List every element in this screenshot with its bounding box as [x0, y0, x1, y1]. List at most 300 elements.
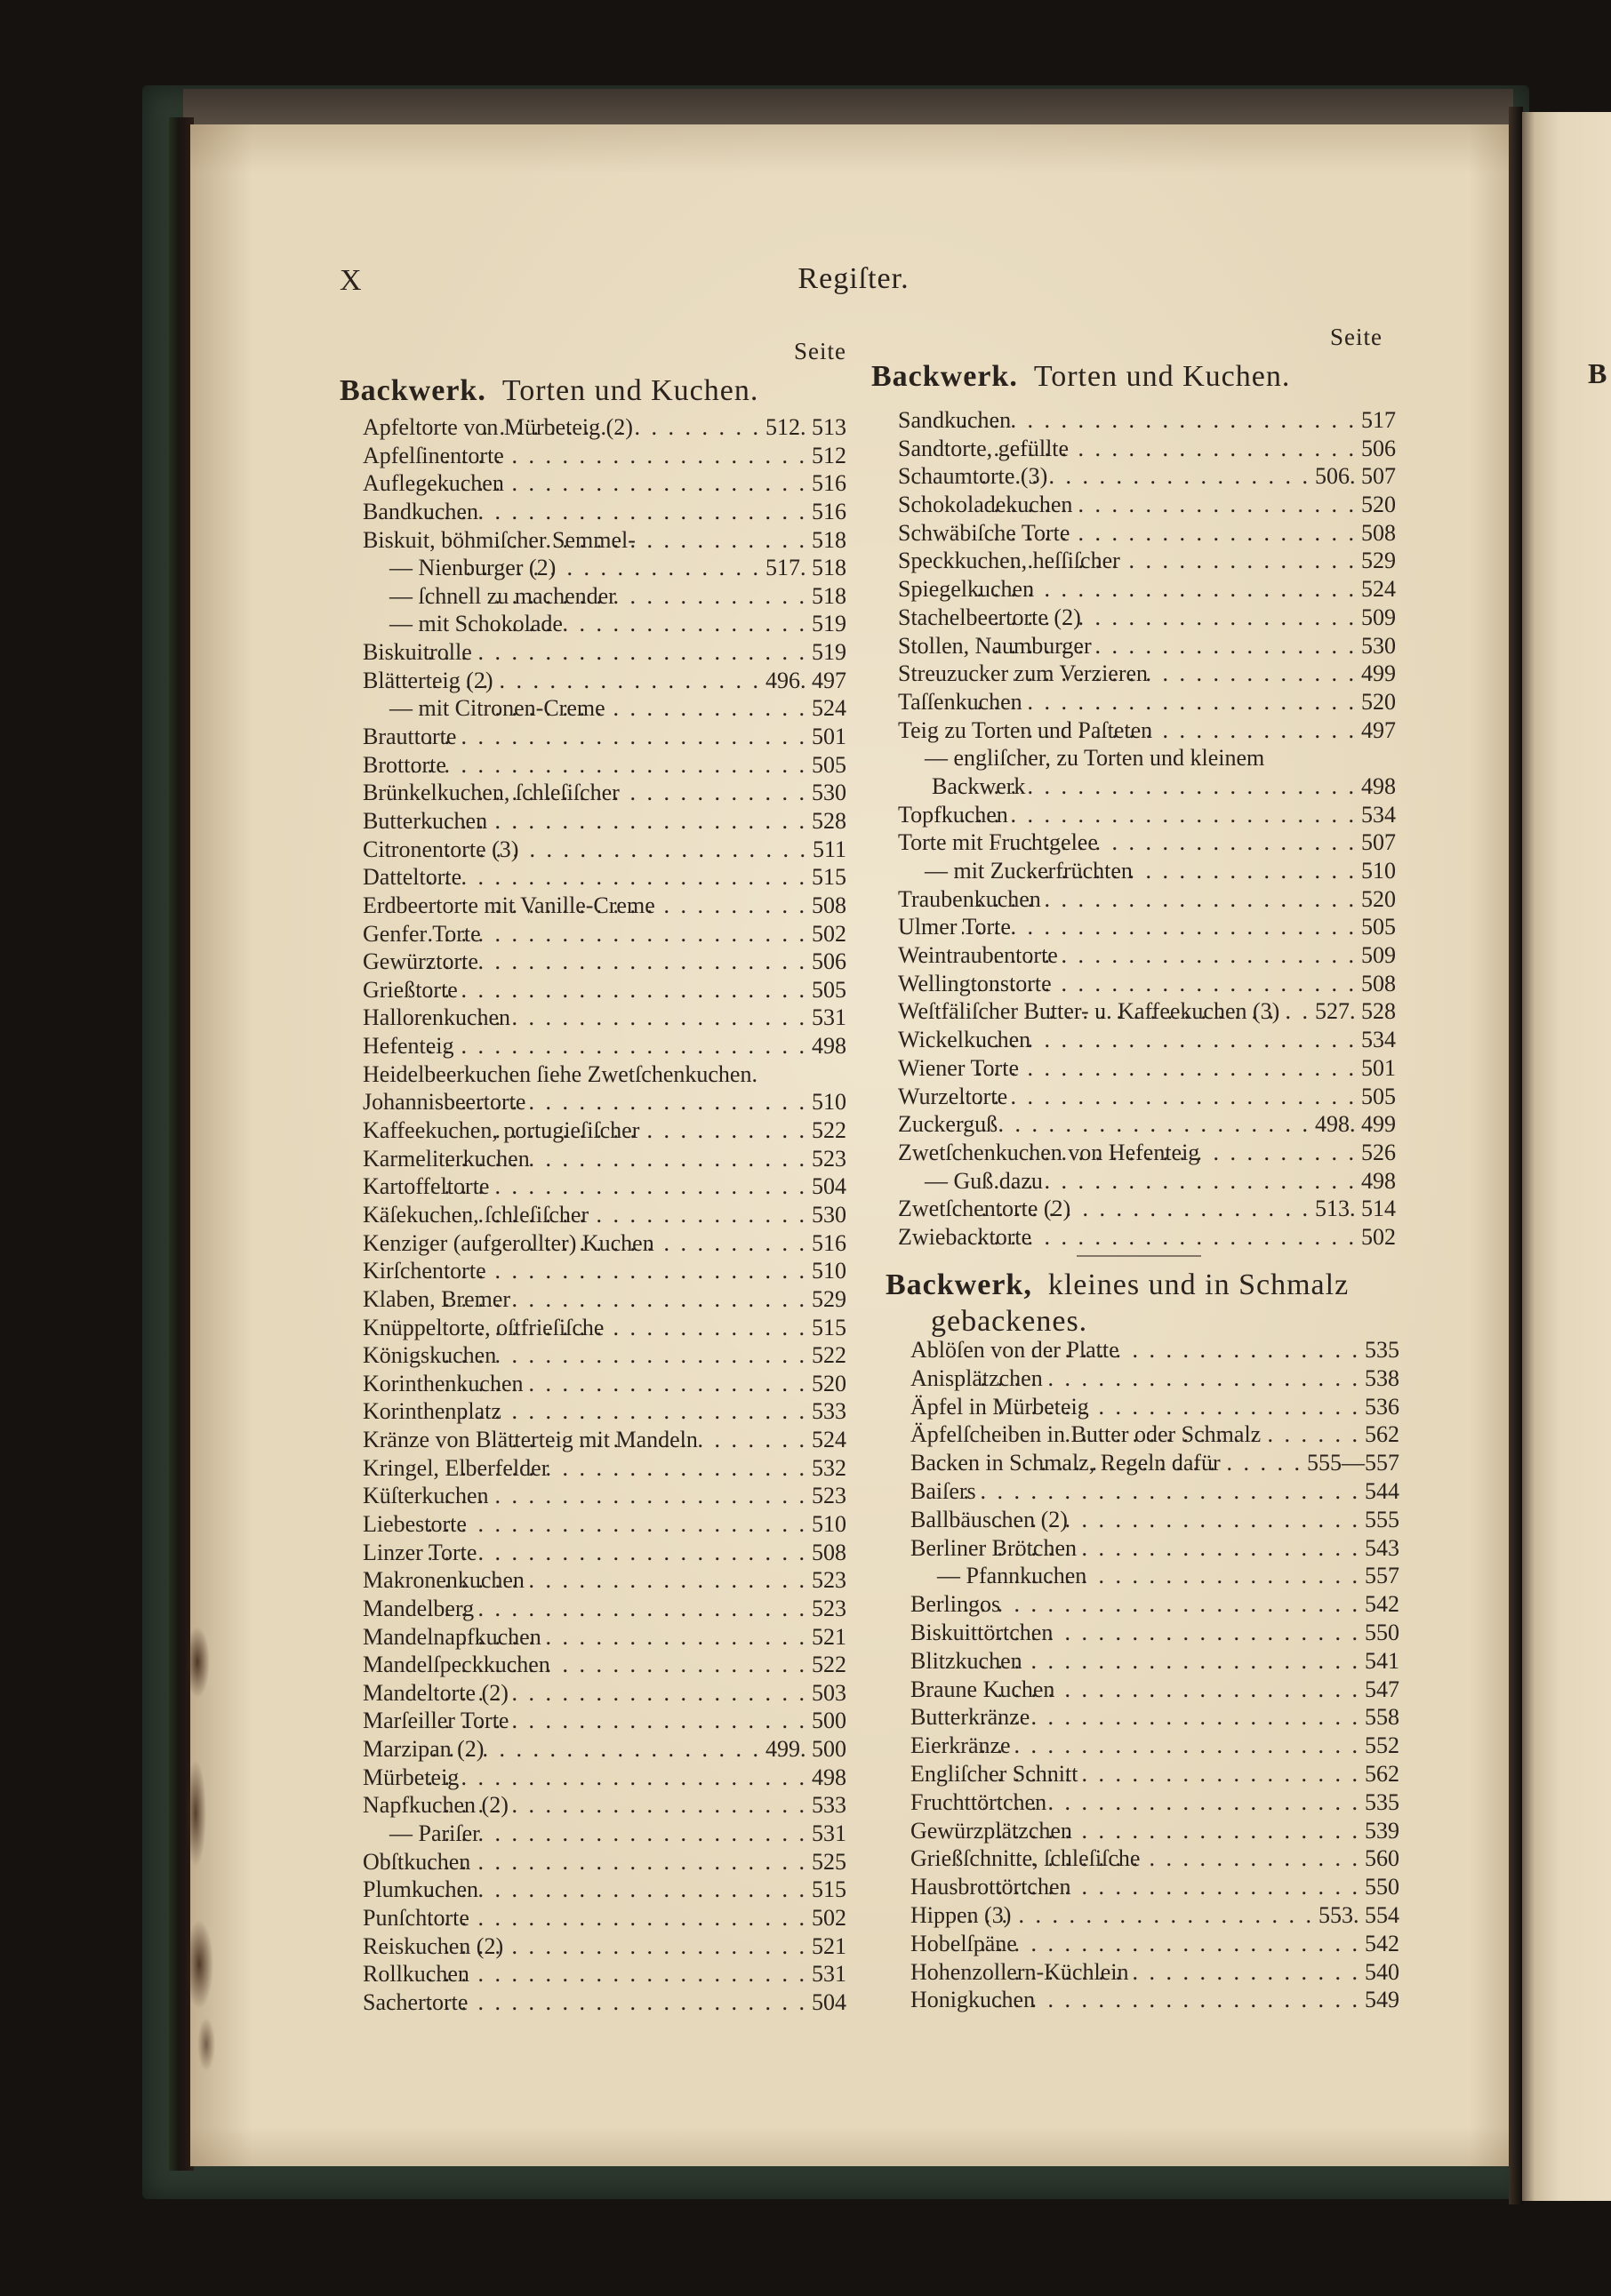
index-list-left	[363, 413, 846, 2017]
entry-label: Topfkuchen	[898, 801, 1008, 828]
entry-page-number: 497	[1361, 716, 1396, 743]
dot-leader	[952, 1477, 1358, 1506]
dot-leader	[426, 667, 758, 695]
entry-label: Hohenzollern-Küchlein	[910, 1958, 1129, 1985]
index-entry	[363, 836, 846, 864]
entry-label: Grießſchnitte, ſchleſiſche	[910, 1845, 1141, 1872]
dot-leader	[995, 1760, 1358, 1788]
index-entry	[910, 1703, 1399, 1732]
entry-page-number: 498. 499	[1315, 1111, 1396, 1138]
entry-label: Spiegelkuchen	[898, 576, 1035, 603]
section-heading-rest: Torten und Kuchen.	[1033, 360, 1291, 393]
entry-label: Speckkuchen, heſſiſcher	[898, 548, 1120, 574]
dot-leader	[436, 1397, 805, 1426]
dot-leader	[461, 554, 758, 582]
entry-page-number: 519	[812, 639, 846, 666]
dot-leader	[422, 1960, 805, 1988]
dot-leader	[987, 491, 1354, 519]
entry-label: Linzer Torte	[363, 1539, 477, 1565]
index-entry	[363, 1201, 846, 1229]
entry-label: Anisplätzchen	[910, 1364, 1043, 1391]
entry-label: — engliſcher, zu Torten und kleinem	[925, 745, 1265, 772]
section-heading	[340, 372, 758, 411]
entry-page-number: 504	[812, 1988, 846, 2015]
index-entry	[363, 1848, 846, 1876]
entry-page-number: 509	[1361, 942, 1396, 969]
entry-label: — ſchnell zu machender	[389, 582, 616, 609]
index-entry	[363, 1032, 846, 1060]
dot-leader	[420, 863, 805, 892]
dot-leader	[1004, 547, 1354, 575]
entry-label: Brünkelkuchen, ſchleſiſcher	[363, 780, 620, 806]
entry-label: Streuzucker zum Verzieren	[898, 660, 1149, 687]
dot-leader	[426, 948, 805, 976]
index-entry	[910, 1449, 1399, 1477]
section-rule	[1077, 1255, 1201, 1257]
entry-page-number: 520	[1361, 688, 1396, 715]
entry-page-number: 515	[812, 1314, 846, 1340]
entry-label: Kringel, Elberfelder	[363, 1454, 549, 1481]
entry-page-number: 508	[812, 1539, 846, 1565]
entry-label: Kenziger (aufgerollter) Kuchen	[363, 1229, 654, 1256]
entry-page-number: 502	[812, 920, 846, 947]
index-entry	[363, 1623, 846, 1652]
entry-label: Kartoffeltorte	[363, 1173, 490, 1200]
entry-label: Butterkränze	[910, 1704, 1030, 1731]
entry-label: — Pfannkuchen	[937, 1563, 1087, 1589]
index-entry	[910, 1901, 1399, 1930]
dot-leader	[469, 413, 758, 442]
entry-label: Johannisbeertorte	[363, 1089, 526, 1116]
entry-page-number: 513. 514	[1315, 1196, 1396, 1222]
index-entry	[910, 1873, 1399, 1901]
entry-label: Makronenkuchen	[363, 1567, 525, 1594]
index-entry	[898, 462, 1396, 491]
dot-leader	[999, 1393, 1358, 1421]
index-entry	[898, 801, 1396, 829]
dot-leader	[428, 920, 805, 948]
entry-label: Rollkuchen	[363, 1961, 469, 1988]
index-entry	[363, 1426, 846, 1454]
dot-leader	[487, 892, 805, 920]
index-entry	[363, 807, 846, 836]
dot-leader	[992, 1873, 1358, 1901]
entry-page-number: 510	[812, 1510, 846, 1537]
index-entry	[898, 997, 1396, 1026]
entry-page-number: 522	[812, 1652, 846, 1678]
dot-leader	[421, 1510, 805, 1539]
entry-label: Stollen, Naumburger	[898, 632, 1092, 659]
entry-page-number: 528	[812, 807, 846, 834]
entry-page-number: 524	[812, 695, 846, 722]
dot-leader	[426, 1539, 805, 1567]
entry-label: Taſſenkuchen	[898, 688, 1022, 715]
dot-leader	[434, 1341, 805, 1370]
dot-leader	[976, 1703, 1358, 1732]
entry-page-number: 531	[812, 1820, 846, 1847]
entry-page-number: 500	[812, 1708, 846, 1734]
entry-label: Hausbrottörtchen	[910, 1874, 1071, 1900]
entry-label: Korinthenkuchen	[363, 1370, 524, 1396]
index-entry	[363, 667, 846, 695]
entry-label: Eierkränze	[910, 1732, 1011, 1759]
index-entry	[363, 1172, 846, 1201]
dot-leader	[445, 1566, 805, 1595]
dot-leader	[1014, 660, 1354, 688]
dot-leader	[437, 469, 805, 498]
dot-leader	[967, 688, 1354, 716]
dot-leader	[993, 1817, 1358, 1845]
entry-label: Auflegekuchen	[363, 470, 504, 497]
entry-label: Backwerk	[932, 772, 1026, 799]
entry-label: Mandelſpeckkuchen	[363, 1652, 550, 1678]
dot-leader	[446, 1145, 805, 1173]
index-entry	[363, 863, 846, 892]
dot-leader	[974, 885, 1354, 914]
dot-leader	[437, 442, 805, 470]
dot-leader	[961, 1083, 1354, 1111]
entry-label: Gewürzplätzchen	[910, 1817, 1072, 1844]
index-entry	[910, 1590, 1399, 1619]
dot-leader	[962, 406, 1354, 435]
entry-page-number: 517. 518	[765, 555, 846, 581]
dot-leader	[430, 1482, 805, 1510]
dot-leader	[417, 723, 805, 751]
entry-label: Fruchttörtchen	[910, 1788, 1047, 1815]
dot-leader	[482, 526, 805, 555]
entry-page-number: 525	[812, 1848, 846, 1875]
index-entry	[898, 941, 1396, 970]
dot-leader	[961, 801, 1354, 829]
index-entry	[910, 1930, 1399, 1958]
entry-label: Butterkuchen	[363, 807, 488, 834]
entry-label: Torte mit Fruchtgelee	[898, 829, 1098, 856]
entry-label: Blitzkuchen	[910, 1647, 1022, 1674]
index-entry	[910, 1817, 1399, 1845]
index-entry	[898, 1223, 1396, 1252]
entry-label: Weintraubentorte	[898, 942, 1058, 969]
index-entry	[363, 1960, 846, 1988]
index-list-right	[898, 406, 1396, 1252]
index-entry	[363, 1904, 846, 1932]
entry-page-number: 516	[812, 498, 846, 524]
entry-page-number: 508	[812, 892, 846, 918]
index-list-right-section2	[910, 1336, 1399, 2014]
index-entry	[910, 1393, 1399, 1421]
dot-leader	[439, 1004, 805, 1032]
dot-leader	[951, 1110, 1308, 1139]
index-entry	[363, 1116, 846, 1145]
index-entry	[898, 604, 1396, 632]
section-heading-bold: Backwerk,	[886, 1268, 1032, 1301]
dot-leader	[1010, 1336, 1358, 1364]
index-entry	[363, 1707, 846, 1735]
index-entry	[910, 1562, 1399, 1590]
entry-label: Wiener Torte	[898, 1054, 1019, 1081]
index-entry	[363, 1876, 846, 1904]
entry-label: Wurzeltorte	[898, 1083, 1008, 1109]
dot-leader	[426, 498, 805, 526]
entry-page-number: 543	[1365, 1534, 1399, 1561]
entry-label: Biskuit, böhmiſcher Semmel-	[363, 526, 636, 553]
index-entry	[898, 1054, 1396, 1083]
index-entry	[910, 1534, 1399, 1563]
dot-leader	[424, 1595, 805, 1623]
dot-leader	[437, 1932, 805, 1961]
index-entry	[898, 885, 1396, 914]
dot-leader	[984, 772, 1354, 801]
dot-leader	[968, 1732, 1358, 1760]
entry-label: Braune Kuchen	[910, 1676, 1055, 1702]
dot-leader	[994, 632, 1354, 660]
entry-page-number: 523	[812, 1483, 846, 1509]
dot-leader	[973, 1647, 1358, 1676]
index-entry	[898, 406, 1396, 435]
entry-label: Kaffeekuchen, portugieſiſcher	[363, 1117, 640, 1144]
entry-page-number: 508	[1361, 519, 1396, 546]
index-entry	[363, 1735, 846, 1764]
index-entry	[363, 638, 846, 667]
dot-leader	[1021, 857, 1354, 885]
entry-page-number: 533	[812, 1398, 846, 1425]
index-entry	[363, 1679, 846, 1708]
dot-leader	[500, 1426, 805, 1454]
index-entry	[910, 1364, 1399, 1393]
index-entry	[363, 751, 846, 780]
entry-page-number: 538	[1365, 1364, 1399, 1391]
entry-label: Kränze von Blätterteig mit Mandeln	[363, 1427, 698, 1453]
entry-page-number: 542	[1365, 1930, 1399, 1956]
entry-label: Mandelnapfkuchen	[363, 1623, 541, 1650]
dot-leader	[966, 1054, 1354, 1083]
entry-page-number: 544	[1365, 1477, 1399, 1504]
entry-page-number: 562	[1365, 1760, 1399, 1787]
index-entry	[898, 688, 1396, 716]
entry-label: Baiſers	[910, 1477, 976, 1504]
entry-page-number: 515	[812, 1876, 846, 1903]
section-heading	[886, 1266, 1349, 1305]
entry-label: Marzipan (2)	[363, 1736, 485, 1763]
dot-leader	[451, 1623, 805, 1652]
dot-leader	[982, 941, 1354, 970]
entry-page-number: 510	[812, 1258, 846, 1284]
index-entry	[910, 1477, 1399, 1506]
page-number: X	[340, 264, 362, 297]
entry-page-number: 508	[1361, 970, 1396, 996]
entry-label: Schaumtorte (3)	[898, 463, 1048, 490]
entry-page-number: 517	[1361, 407, 1396, 433]
entry-label: Engliſcher Schnitt	[910, 1760, 1078, 1787]
entry-label: Citronentorte (3)	[363, 836, 519, 862]
dot-leader	[423, 1848, 805, 1876]
dot-leader	[995, 1534, 1358, 1563]
entry-page-number: 541	[1365, 1647, 1399, 1674]
dot-leader	[439, 1820, 805, 1848]
entry-label: — Guß dazu	[925, 1167, 1043, 1194]
entry-page-number: 521	[812, 1623, 846, 1650]
entry-page-number: 498	[1361, 1167, 1396, 1194]
entry-label: Knüppeltorte, oſtfrieſiſche	[363, 1314, 605, 1340]
index-entry	[898, 1083, 1396, 1111]
index-entry	[898, 632, 1396, 660]
entry-label: Ulmer Torte	[898, 914, 1011, 940]
dot-leader	[964, 1590, 1358, 1619]
index-entry	[363, 1764, 846, 1792]
dot-leader	[986, 435, 1355, 463]
entry-page-number: 534	[1361, 801, 1396, 828]
entry-page-number: 555	[1365, 1506, 1399, 1532]
index-entry	[910, 1336, 1399, 1364]
dot-leader	[429, 1257, 805, 1285]
dot-leader	[438, 1679, 805, 1708]
index-entry	[898, 744, 1396, 772]
entry-page-number: 502	[812, 1904, 846, 1931]
dot-leader	[991, 1506, 1358, 1534]
dot-leader	[422, 1904, 805, 1932]
index-entry	[363, 1482, 846, 1510]
entry-label: Klaben, Bremer	[363, 1285, 511, 1312]
column-header-seite: Seite	[1330, 324, 1383, 350]
dot-leader	[962, 913, 1354, 941]
index-entry	[363, 1397, 846, 1426]
dot-leader	[990, 604, 1354, 632]
entry-label: Backen in Schmalz, Regeln dafür	[910, 1450, 1221, 1476]
index-entry	[363, 1229, 846, 1258]
index-entry	[898, 970, 1396, 998]
entry-label: Apfelſinentorte	[363, 442, 504, 468]
entry-label: — mit Schokolade	[389, 611, 563, 637]
index-entry	[363, 1595, 846, 1623]
index-entry	[910, 1619, 1399, 1647]
entry-label: Hefenteig	[363, 1033, 454, 1060]
page-damage	[187, 1582, 222, 2080]
index-entry	[363, 610, 846, 638]
index-entry	[910, 1760, 1399, 1788]
index-entry	[363, 1454, 846, 1483]
index-entry	[363, 1932, 846, 1961]
entry-label: Stachelbeertorte (2)	[898, 604, 1081, 630]
dot-leader	[438, 1707, 805, 1735]
dot-leader	[470, 610, 805, 638]
entry-label: Brottorte	[363, 751, 446, 778]
entry-label: — Pariſer	[389, 1820, 480, 1847]
entry-label: Weſtfäliſcher Butter- u. Kaffeekuchen (3)	[898, 998, 1280, 1025]
section-heading-bold: Backwerk.	[340, 374, 486, 407]
entry-label: Bandkuchen	[363, 498, 478, 524]
dot-leader	[983, 1788, 1358, 1817]
entry-page-number: 539	[1365, 1817, 1399, 1844]
index-entry	[363, 1988, 846, 2017]
dot-leader	[963, 1901, 1311, 1930]
entry-label: — Nienburger (2)	[389, 555, 557, 581]
entry-page-number: 536	[1365, 1393, 1399, 1420]
entry-page-number: 522	[812, 1342, 846, 1369]
entry-page-number: 504	[812, 1173, 846, 1200]
dot-leader	[1037, 997, 1308, 1026]
entry-page-number: 552	[1365, 1732, 1399, 1759]
entry-page-number: 510	[1361, 858, 1396, 884]
index-entry	[363, 920, 846, 948]
entry-page-number: 522	[812, 1117, 846, 1144]
index-entry	[363, 892, 846, 920]
entry-page-number: 532	[812, 1454, 846, 1481]
entry-label: Datteltorte	[363, 864, 462, 891]
entry-label: Zwetſchenkuchen von Hefenteig	[898, 1139, 1200, 1165]
entry-page-number: 529	[1361, 548, 1396, 574]
dot-leader	[430, 807, 805, 836]
dot-leader	[1030, 1139, 1354, 1167]
index-entry	[363, 948, 846, 976]
entry-page-number: 505	[812, 976, 846, 1003]
dot-leader	[422, 1988, 805, 2017]
index-entry	[363, 1539, 846, 1567]
index-entry	[910, 1647, 1399, 1676]
dot-leader	[997, 828, 1354, 857]
entry-label: Mandeltorte (2)	[363, 1679, 509, 1706]
entry-label: Sandtorte, gefüllte	[898, 435, 1070, 461]
index-entry	[910, 1676, 1399, 1704]
entry-label: Mandelberg	[363, 1595, 475, 1621]
index-entry	[910, 1844, 1399, 1873]
entry-label: Mürbeteig	[363, 1764, 460, 1790]
index-entry	[898, 1026, 1396, 1054]
entry-page-number: 505	[1361, 914, 1396, 940]
entry-page-number: 535	[1365, 1788, 1399, 1815]
entry-page-number: 550	[1365, 1619, 1399, 1645]
entry-page-number: 516	[812, 1229, 846, 1256]
entry-page-number: 498	[812, 1764, 846, 1790]
index-entry	[363, 1004, 846, 1032]
entry-label: Hippen (3)	[910, 1901, 1012, 1928]
index-entry	[910, 1958, 1399, 1987]
entry-page-number: 516	[812, 470, 846, 497]
entry-label: Punſchtorte	[363, 1904, 469, 1931]
entry-page-number: 520	[812, 1370, 846, 1396]
entry-page-number: 557	[1365, 1563, 1399, 1589]
entry-page-number: 555—557	[1307, 1450, 1399, 1476]
entry-page-number: 553. 554	[1318, 1901, 1399, 1928]
entry-label: Zuckerguß	[898, 1111, 998, 1138]
index-entry	[898, 575, 1396, 604]
entry-page-number: 498	[1361, 772, 1396, 799]
entry-label: Hallorenkuchen	[363, 1004, 511, 1031]
entry-page-number: 499	[1361, 660, 1396, 687]
entry-label: Äpfel in Mürbeteig	[910, 1393, 1089, 1420]
entry-page-number: 560	[1365, 1845, 1399, 1872]
index-entry	[363, 976, 846, 1004]
index-entry	[363, 582, 846, 611]
entry-label: Apfeltorte von Mürbeteig (2)	[363, 414, 633, 440]
index-entry	[363, 1145, 846, 1173]
entry-page-number: 506	[1361, 435, 1396, 461]
dot-leader	[438, 1791, 805, 1820]
index-entry	[363, 1820, 846, 1848]
entry-label: Teig zu Torten und Paſteten	[898, 716, 1153, 743]
dot-leader	[416, 1032, 805, 1060]
entry-page-number: 530	[812, 780, 846, 806]
dot-leader	[444, 1370, 805, 1398]
entry-label: Käſekuchen, ſchleſiſcher	[363, 1201, 589, 1228]
entry-page-number: 499. 500	[765, 1736, 846, 1763]
entry-label: Reiskuchen (2)	[363, 1932, 504, 1959]
entry-label: Biskuittörtchen	[910, 1619, 1054, 1645]
entry-page-number: 523	[812, 1595, 846, 1621]
entry-label: Berliner Brötchen	[910, 1534, 1077, 1561]
entry-page-number: 515	[812, 864, 846, 891]
entry-label: Marſeiller Torte	[363, 1708, 509, 1734]
entry-label: Königskuchen	[363, 1342, 497, 1369]
dot-leader	[423, 638, 805, 667]
